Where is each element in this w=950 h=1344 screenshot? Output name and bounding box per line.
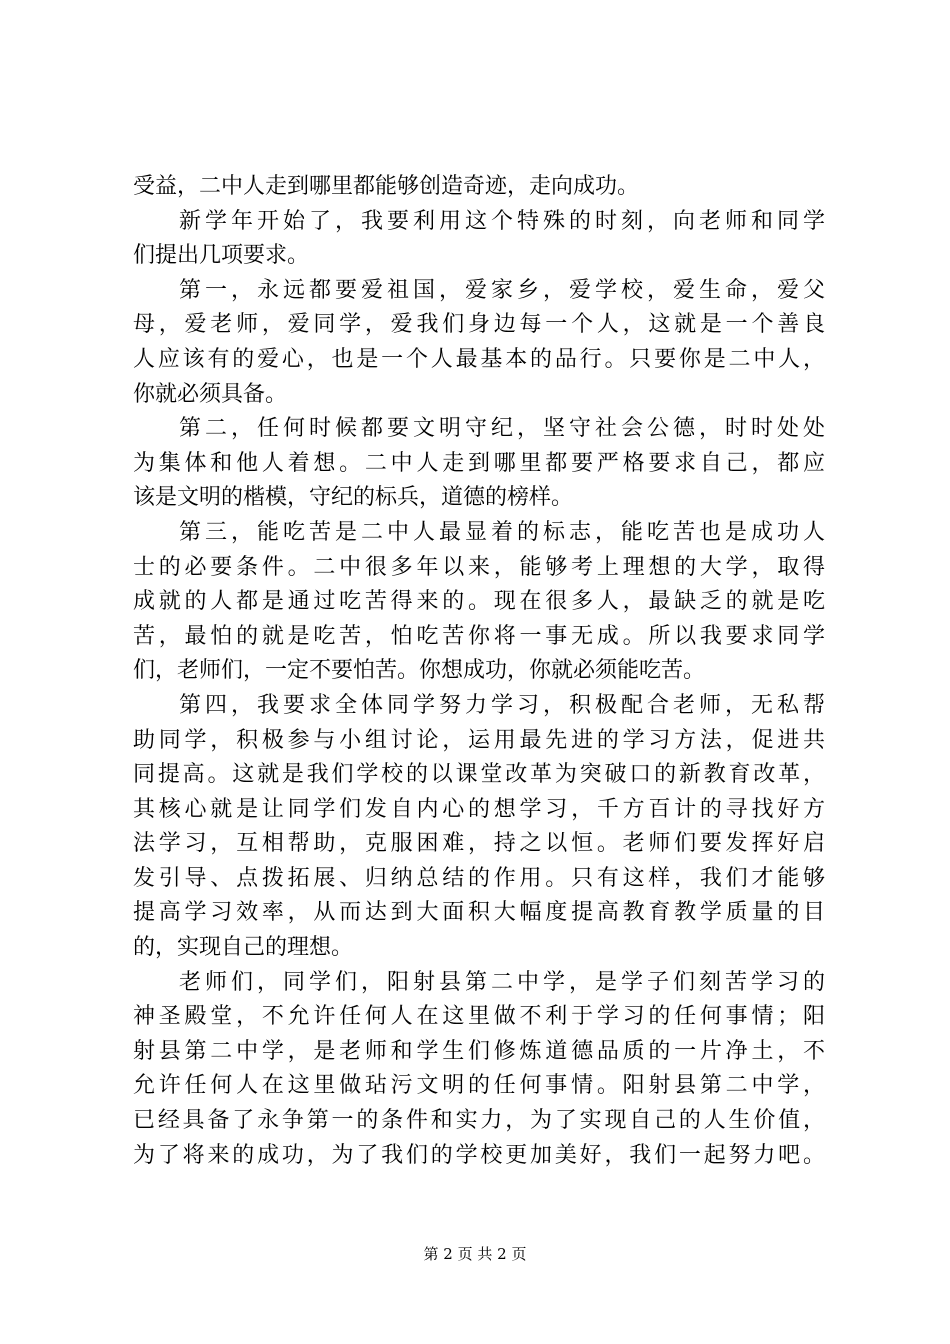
text-line: 其核心就是让同学们发自内心的想学习，千方百计的寻找好方	[133, 796, 825, 822]
body-text	[133, 170, 825, 1173]
text-line: 法学习，互相帮助，克服困难，持之以恒。老师们要发挥好启	[133, 831, 825, 857]
text-line: 第四，我要求全体同学努力学习，积极配合老师，无私帮	[179, 692, 825, 718]
text-line: 发引导、点拨拓展、归纳总结的作用。只有这样，我们才能够	[133, 865, 825, 891]
text-line: 该是文明的楷模，守纪的标兵，道德的榜样。	[133, 485, 574, 511]
text-line: 同提高。这就是我们学校的以课堂改革为突破口的新教育改革，	[133, 762, 825, 788]
text-line: 允许任何人在这里做玷污文明的任何事情。阳射县第二中学，	[133, 1073, 825, 1099]
text-line: 射县第二中学，是老师和学生们修炼道德品质的一片净土，不	[133, 1038, 825, 1064]
text-line: 母，爱老师，爱同学，爱我们身边每一个人，这就是一个善良	[133, 312, 825, 338]
text-line: 你就必须具备。	[133, 381, 288, 407]
text-line: 人应该有的爱心，也是一个人最基本的品行。只要你是二中人，	[133, 346, 825, 372]
text-line: 神圣殿堂，不允许任何人在这里做不利于学习的任何事情；阳	[133, 1004, 825, 1030]
text-line: 为了将来的成功，为了我们的学校更加美好，我们一起努力吧。	[133, 1142, 825, 1168]
text-line: 为集体和他人着想。二中人走到哪里都要严格要求自己，都应	[133, 450, 825, 476]
text-line: 第二，任何时候都要文明守纪，坚守社会公德，时时处处	[179, 416, 825, 442]
text-line: 助同学，积极参与小组讨论，运用最先进的学习方法，促进共	[133, 727, 825, 753]
text-line: 士的必要条件。二中很多年以来，能够考上理想的大学，取得	[133, 554, 825, 580]
text-line: 苦，最怕的就是吃苦，怕吃苦你将一事无成。所以我要求同学	[133, 623, 825, 649]
text-line: 第三，能吃苦是二中人最显着的标志，能吃苦也是成功人	[179, 519, 825, 545]
text-line: 们，老师们，一定不要怕苦。你想成功，你就必须能吃苦。	[133, 658, 706, 684]
text-line: 第一，永远都要爱祖国，爱家乡，爱学校，爱生命，爱父	[179, 277, 825, 303]
text-line: 的，实现自己的理想。	[133, 935, 354, 961]
text-line: 提高学习效率，从而达到大面积大幅度提高教育教学质量的目	[133, 900, 825, 926]
text-line: 成就的人都是通过吃苦得来的。现在很多人，最缺乏的就是吃	[133, 589, 825, 615]
text-line: 已经具备了永争第一的条件和实力，为了实现自己的人生价值，	[133, 1108, 825, 1134]
text-line: 新学年开始了，我要利用这个特殊的时刻，向老师和同学	[179, 208, 825, 234]
text-line: 受益，二中人走到哪里都能够创造奇迹，走向成功。	[133, 174, 640, 199]
text-line: 老师们，同学们，阳射县第二中学，是学子们刻苦学习的	[179, 969, 825, 995]
text-line: 们提出几项要求。	[133, 243, 310, 269]
page-footer: 第 2 页 共 2 页	[423, 1245, 527, 1263]
